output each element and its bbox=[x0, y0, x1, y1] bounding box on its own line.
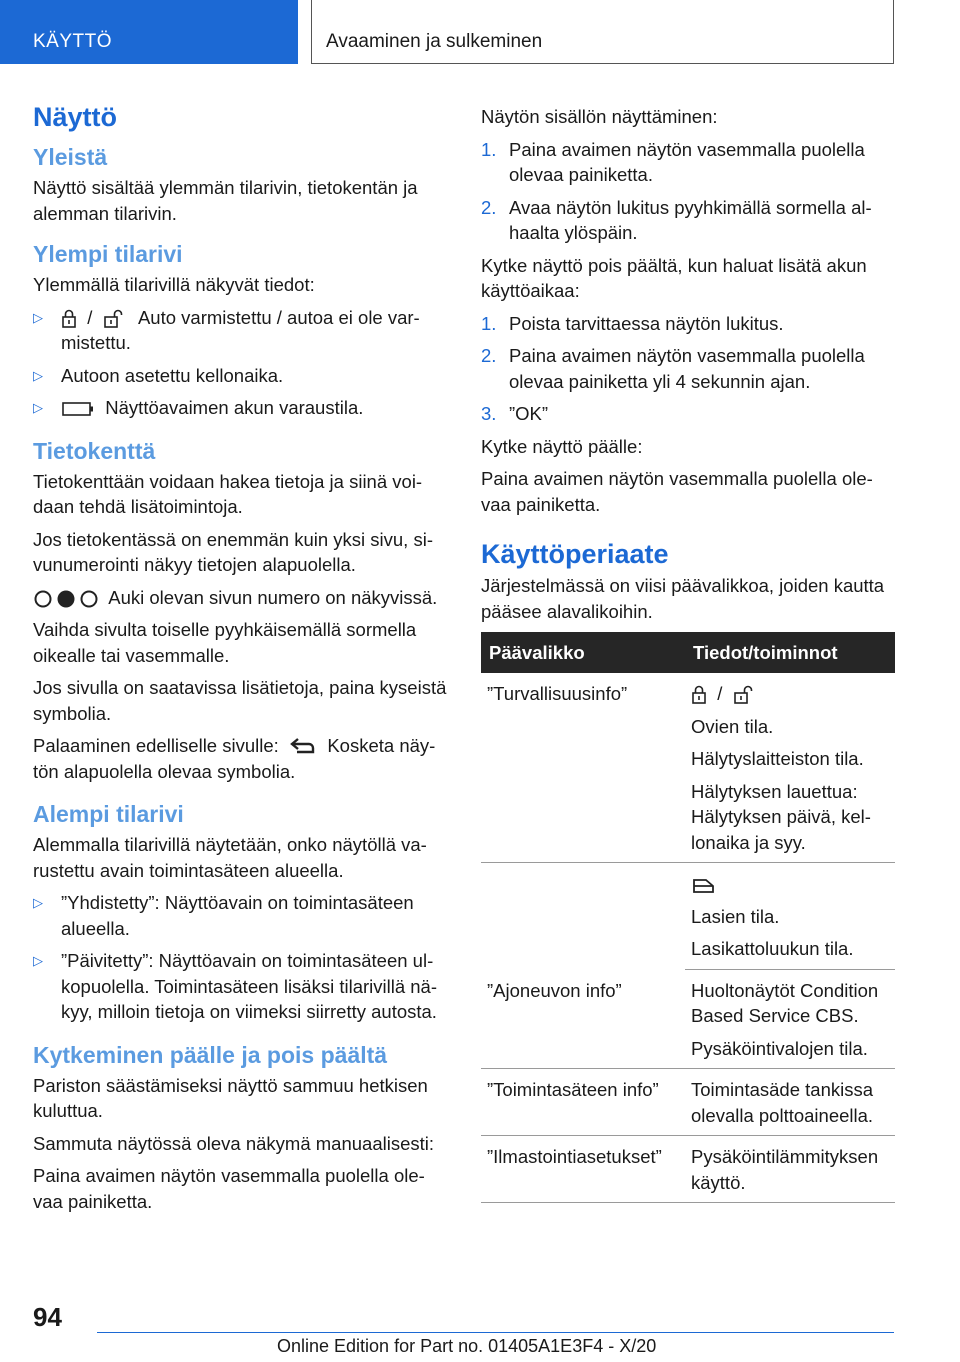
right-column bbox=[481, 100, 895, 1203]
tieto-text-6: Palaaminen edelliselle sivulle: Kosketa näy-tön alapuolella olevaa symbolia. bbox=[33, 735, 436, 782]
table-cell: Huoltonäytöt Condition Based Service CBS. Pysäköintivalojen tila. bbox=[685, 969, 895, 1069]
left-column bbox=[33, 100, 448, 1214]
list-item: ▷ / Auto varmistettu / autoa ei ole var-mistettu. bbox=[33, 306, 420, 353]
table-row bbox=[481, 673, 895, 863]
table-cell bbox=[481, 863, 685, 970]
tieto-text-3: Auki olevan sivun numero on näkyvissä. bbox=[33, 585, 448, 611]
table-cell: / Ovien tila. Hälytyslaitteiston tila. Hälytyksen lauettua: Hälytyksen päivä, kel-lonaika ja syy. bbox=[685, 673, 895, 863]
table-cell: Toimintasäde tankissa olevalla polttoaineella. bbox=[685, 1069, 895, 1136]
lock-open-icon bbox=[103, 309, 129, 329]
ylempi-text: Ylemmällä tilarivillä näkyvät tiedot: bbox=[33, 274, 315, 295]
kytk-text-2: Sammuta näytössä oleva näkymä manuaalisesti: bbox=[33, 1132, 435, 1154]
section-label: KÄYTTÖ bbox=[33, 31, 113, 52]
list-item: ▷ ”Yhdistetty”: Näyttöavain on toimintasäteen alueella. bbox=[33, 892, 414, 939]
right-text-1: Näytön sisällön näyttäminen: bbox=[481, 106, 718, 127]
alempi-text: Alemmalla tilarivillä näytetään, onko näytöllä va-rustettu avain toimintasäteen alueella. bbox=[33, 834, 427, 881]
heading-kayttoperiaate: Käyttöperiaate bbox=[481, 539, 669, 569]
kytk-text-1: Pariston säästämiseksi näyttö sammuu hetkisen kuluttua. bbox=[33, 1074, 428, 1121]
lock-closed-icon bbox=[61, 309, 77, 329]
table-cell: ”Toimintasäteen info” bbox=[481, 1069, 685, 1136]
list-item: ▷ Näyttöavaimen akun varaustila. bbox=[33, 395, 448, 421]
table-cell: ”Ajoneuvon info” bbox=[481, 969, 685, 1069]
table-cell: ”Ilmastointiasetukset” bbox=[481, 1136, 685, 1203]
right-text-3: Kytke näyttö päälle: bbox=[481, 435, 643, 457]
show-steps-list bbox=[481, 137, 895, 246]
section-tab bbox=[0, 0, 298, 64]
table-row bbox=[481, 1136, 895, 1203]
heading-yleista: Yleistä bbox=[33, 144, 108, 170]
right-text-4: Paina avaimen näytön vasemmalla puolella ole-vaa painiketta. bbox=[481, 468, 873, 515]
triangle-bullet-icon: ▷ bbox=[33, 400, 43, 415]
table-row bbox=[481, 1069, 895, 1136]
right-text-2: Kytke näyttö pois päältä, kun haluat lisätä akun käyttöaikaa: bbox=[481, 254, 867, 301]
triangle-bullet-icon: ▷ bbox=[33, 367, 43, 383]
table-header-row bbox=[481, 632, 895, 673]
menu-table bbox=[481, 632, 895, 1203]
tieto-text-1: Tietokenttään voidaan hakea tietoja ja siinä voi-daan tehdä lisätoimintoja. bbox=[33, 470, 423, 517]
tieto-text-2: Jos tietokentässä on enemmän kuin yksi sivu, si-vunumerointi näkyy tietojen alapuolella. bbox=[33, 528, 433, 575]
kytk-text-3: Paina avaimen näytön vasemmalla puolella ole-vaa painiketta. bbox=[33, 1165, 425, 1212]
kp-text: Järjestelmässä on viisi päävalikkoa, joiden kautta pääsee alavalikoihin. bbox=[481, 575, 885, 622]
footer-divider bbox=[97, 1332, 894, 1333]
list-item: 2. Avaa näytön lukitus pyyhkimällä sormella al-haalta ylöspäin. bbox=[481, 196, 872, 243]
triangle-bullet-icon: ▷ bbox=[33, 309, 43, 325]
list-item: ▷ Autoon asetettu kellonaika. bbox=[33, 363, 448, 389]
table-cell: Pysäköintilämmityksen käyttö. bbox=[685, 1136, 895, 1203]
table-cell: ”Turvallisuusinfo” bbox=[481, 673, 685, 863]
back-arrow-icon bbox=[289, 737, 317, 757]
heading-kytkeminen: Kytkeminen päälle ja pois päältä bbox=[33, 1041, 388, 1068]
list-item: 2. Paina avaimen näytön vasemmalla puolella olevaa painiketta yli 4 sekunnin ajan. bbox=[481, 345, 865, 392]
heading-ylempi: Ylempi tilarivi bbox=[33, 241, 183, 267]
page-number: 94 bbox=[33, 1302, 62, 1332]
lock-closed-icon bbox=[691, 685, 707, 705]
heading-alempi: Alempi tilarivi bbox=[33, 801, 184, 827]
tieto-text-4: Vaihda sivulta toiselle pyyhkäisemällä sormella oikealle tai vasemmalle. bbox=[33, 619, 417, 666]
list-item: ▷ ”Päivitetty”: Näyttöavain on toimintasäteen ul-kopuolella. Toimintasäteen lisäksi tilarivillä nä-kyy, milloin tietoja on viimeksi siirretty autosta. bbox=[33, 950, 438, 1022]
battery-icon bbox=[61, 401, 95, 417]
page-title: Näyttö bbox=[33, 102, 118, 132]
table-cell: Lasien tila. Lasikattoluukun tila. bbox=[685, 863, 895, 970]
ylempi-list bbox=[33, 305, 448, 421]
table-row bbox=[481, 969, 895, 1069]
column-header: Päävalikko bbox=[481, 632, 685, 673]
off-steps-list bbox=[481, 311, 895, 427]
triangle-bullet-icon: ▷ bbox=[33, 953, 43, 968]
column-header: Tiedot/toiminnot bbox=[685, 632, 895, 673]
footer-edition: Online Edition for Part no. 01405A1E3F4 - X/20 bbox=[277, 1336, 657, 1356]
window-icon bbox=[691, 875, 717, 895]
chapter-tab bbox=[311, 0, 894, 64]
lock-open-icon bbox=[733, 685, 759, 705]
triangle-bullet-icon: ▷ bbox=[33, 895, 43, 910]
list-item: 1. Paina avaimen näytön vasemmalla puolella olevaa painiketta. bbox=[481, 138, 865, 185]
alempi-list bbox=[33, 890, 448, 1025]
table-row bbox=[481, 863, 895, 970]
heading-tietokentta: Tietokenttä bbox=[33, 437, 156, 464]
list-item: 1. Poista tarvittaessa näytön lukitus. bbox=[481, 312, 784, 334]
list-item: 3. ”OK” bbox=[481, 403, 549, 424]
page-dots-icon bbox=[33, 589, 99, 609]
tieto-text-5: Jos sivulla on saatavissa lisätietoja, paina kyseistä symbolia. bbox=[33, 677, 447, 724]
chapter-label: Avaaminen ja sulkeminen bbox=[326, 31, 543, 52]
yleista-text: Näyttö sisältää ylemmän tilarivin, tietokentän ja alemman tilarivin. bbox=[33, 177, 418, 224]
